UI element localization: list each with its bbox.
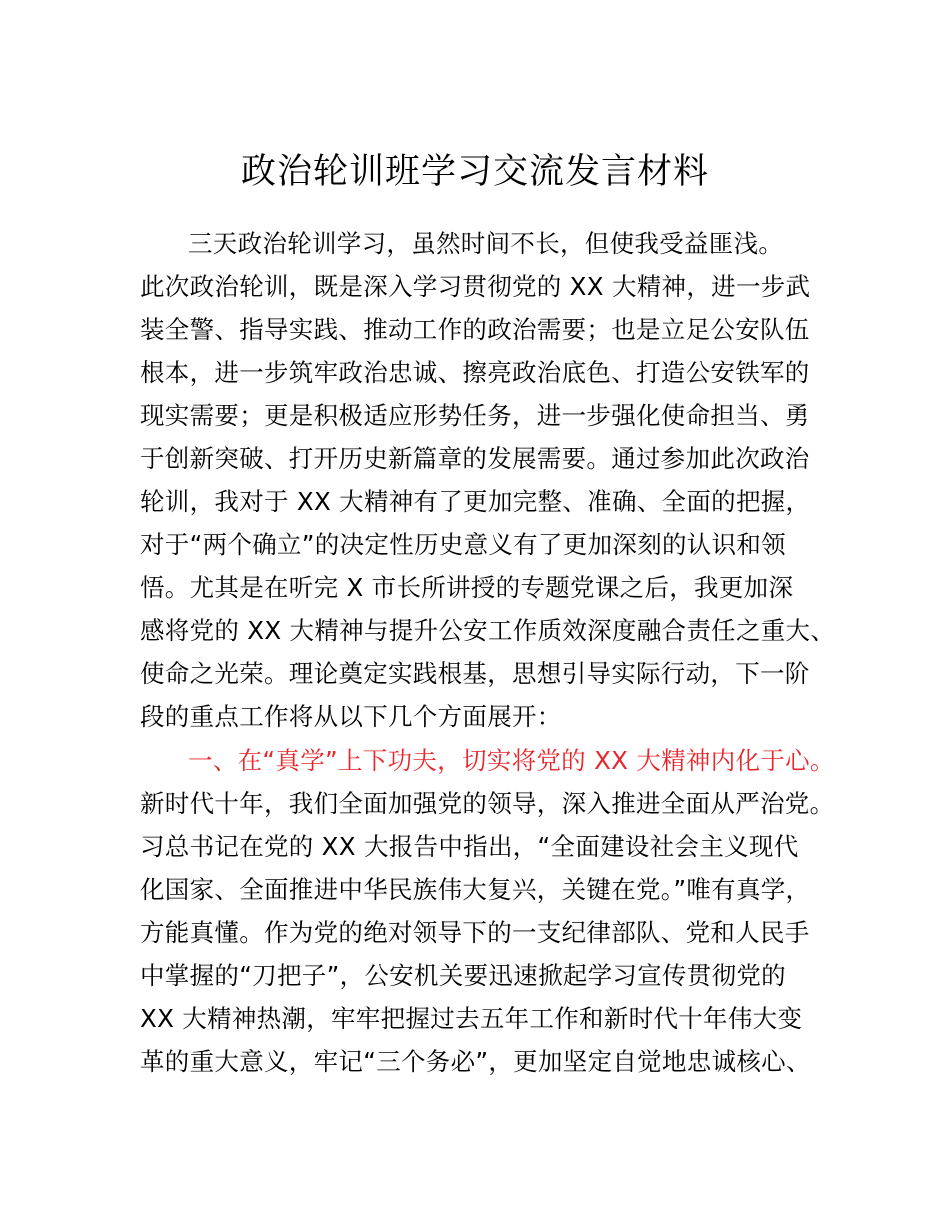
paragraph-line: 中掌握的“刀把子”，公安机关要迅速掀起学习宣传贯彻党的 (140, 961, 786, 990)
paragraph-section-one (140, 739, 835, 1083)
paragraph-line: 革的重大意义，牢记“三个务必”，更加坚定自觉地忠诚核心、 (140, 1047, 811, 1076)
paragraph-line: 新时代十年，我们全面加强党的领导，深入推进全面从严治党。 (140, 789, 835, 818)
paragraph-line: 现实需要；更是积极适应形势任务，进一步强化使命担当、勇 (140, 401, 810, 430)
paragraph-line: 使命之光荣。理论奠定实践根基，思想引导实际行动，下一阶 (140, 659, 810, 688)
section-heading: 一、在“真学”上下功夫，切实将党的 XX 大精神内化于心。 (188, 746, 835, 775)
paragraph-line: 习总书记在党的 XX 大报告中指出，“全面建设社会主义现代 (140, 832, 799, 861)
paragraph-line: 段的重点工作将从以下几个方面展开： (140, 702, 562, 731)
paragraph-line: 化国家、全面推进中华民族伟大复兴，关键在党。”唯有真学， (140, 875, 811, 904)
paragraph-line: 装全警、指导实践、推动工作的政治需要；也是立足公安队伍 (140, 315, 810, 344)
paragraph-line: 根本，进一步筑牢政治忠诚、擦亮政治底色、打造公安铁军的 (140, 358, 810, 387)
paragraph-line: 于创新突破、打开历史新篇章的发展需要。通过参加此次政治 (140, 444, 810, 473)
paragraph-line: 方能真懂。作为党的绝对领导下的一支纪律部队、党和人民手 (140, 918, 810, 947)
paragraph-line: 悟。尤其是在听完 X 市长所讲授的专题党课之后，我更加深 (140, 573, 794, 602)
paragraph-line: 感将党的 XX 大精神与提升公安工作质效深度融合责任之重大、 (140, 616, 836, 645)
paragraph-line: 此次政治轮训，既是深入学习贯彻党的 XX 大精神，进一步武 (140, 272, 811, 301)
document-title: 政治轮训班学习交流发言材料 (240, 152, 709, 192)
paragraph-line: 轮训，我对于 XX 大精神有了更加完整、准确、全面的把握， (140, 487, 811, 516)
paragraph-intro (140, 222, 836, 738)
paragraph-line: 对于“两个确立”的决定性历史意义有了更加深刻的认识和领 (140, 530, 786, 559)
paragraph-line: XX 大精神热潮，牢牢把握过去五年工作和新时代十年伟大变 (140, 1004, 803, 1033)
paragraph-line: 三天政治轮训学习，虽然时间不长，但使我受益匪浅。 (188, 229, 784, 258)
